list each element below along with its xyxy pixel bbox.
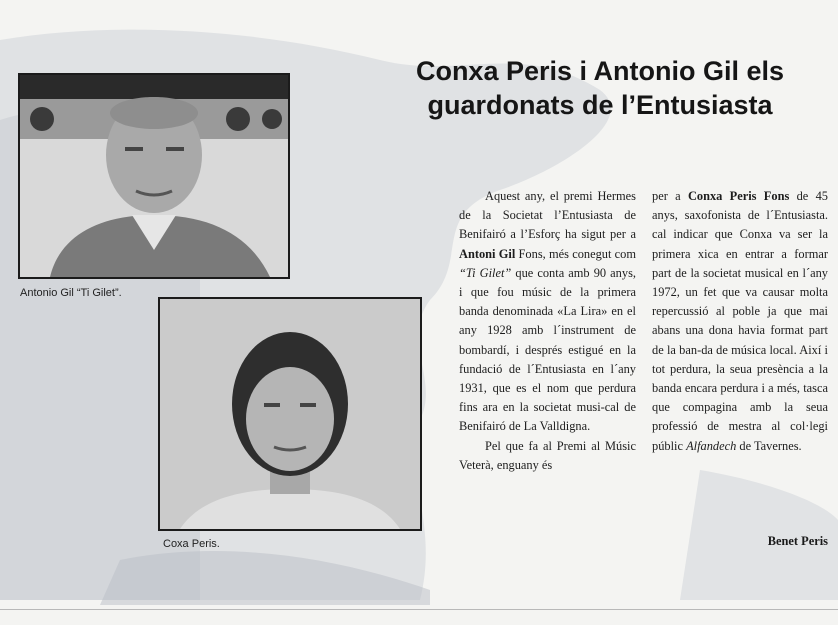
caption-antonio-gil: Antonio Gil “Ti Gilet”. bbox=[20, 287, 122, 299]
photo-antonio-gil bbox=[18, 73, 290, 279]
author-signature: Benet Peris bbox=[767, 534, 828, 548]
paragraph-conxa-peris: per a Conxa Peris Fons de 45 anys, saxofonista de l´Entusiasta. cal indicar que Conxa va ser la primera xica en entrar a formar part de la societat musical en l´any 1972, un fet que va causar molta repercussió al poble ja que mai abans una dona havia format part de la ban-da de música local. Així i tot perdura, la seua presència a la banda encara perdura i a més, tasca que compagina amb la seua professió de mestra al col·legi públic Alfandech de Tavernes. bbox=[652, 189, 828, 453]
paragraph-antoni-gil: Aquest any, el premi Hermes de la Societat l’Entusiasta de Benifairó a l’Esforç ha sigut per a Antoni Gil Fons, més conegut com “Ti Gilet” que conta amb 90 anys, i que fou músic de la primera banda denominada «La Lira» en el any 1928 amb l´instrument de bombardí, i després estigué en la fundació de l´Entusiasta en l´any 1931, que es el nom que perdura fins ara en la societat musi-cal de Benifairó de La Valldigna. bbox=[459, 189, 637, 434]
article-column-1 bbox=[459, 187, 636, 475]
article-headline: Conxa Peris i Antonio Gil els guardonats de l’Entusiasta bbox=[415, 56, 785, 120]
name-antoni-gil: Antoni Gil bbox=[459, 246, 516, 261]
school-alfandech: Alfandech bbox=[686, 438, 737, 453]
paragraph-premi-veteran: Pel que fa al Premi al Músic Veterà, enguany és bbox=[459, 438, 636, 472]
page-bottom-rule bbox=[0, 609, 838, 610]
article-column-2 bbox=[652, 187, 828, 456]
name-conxa-peris: Conxa Peris Fons bbox=[687, 189, 790, 203]
caption-conxa-peris: Coxa Peris. bbox=[163, 538, 220, 550]
nickname-ti-gilet: “Ti Gilet” bbox=[459, 265, 512, 280]
photo-conxa-peris bbox=[158, 297, 422, 531]
